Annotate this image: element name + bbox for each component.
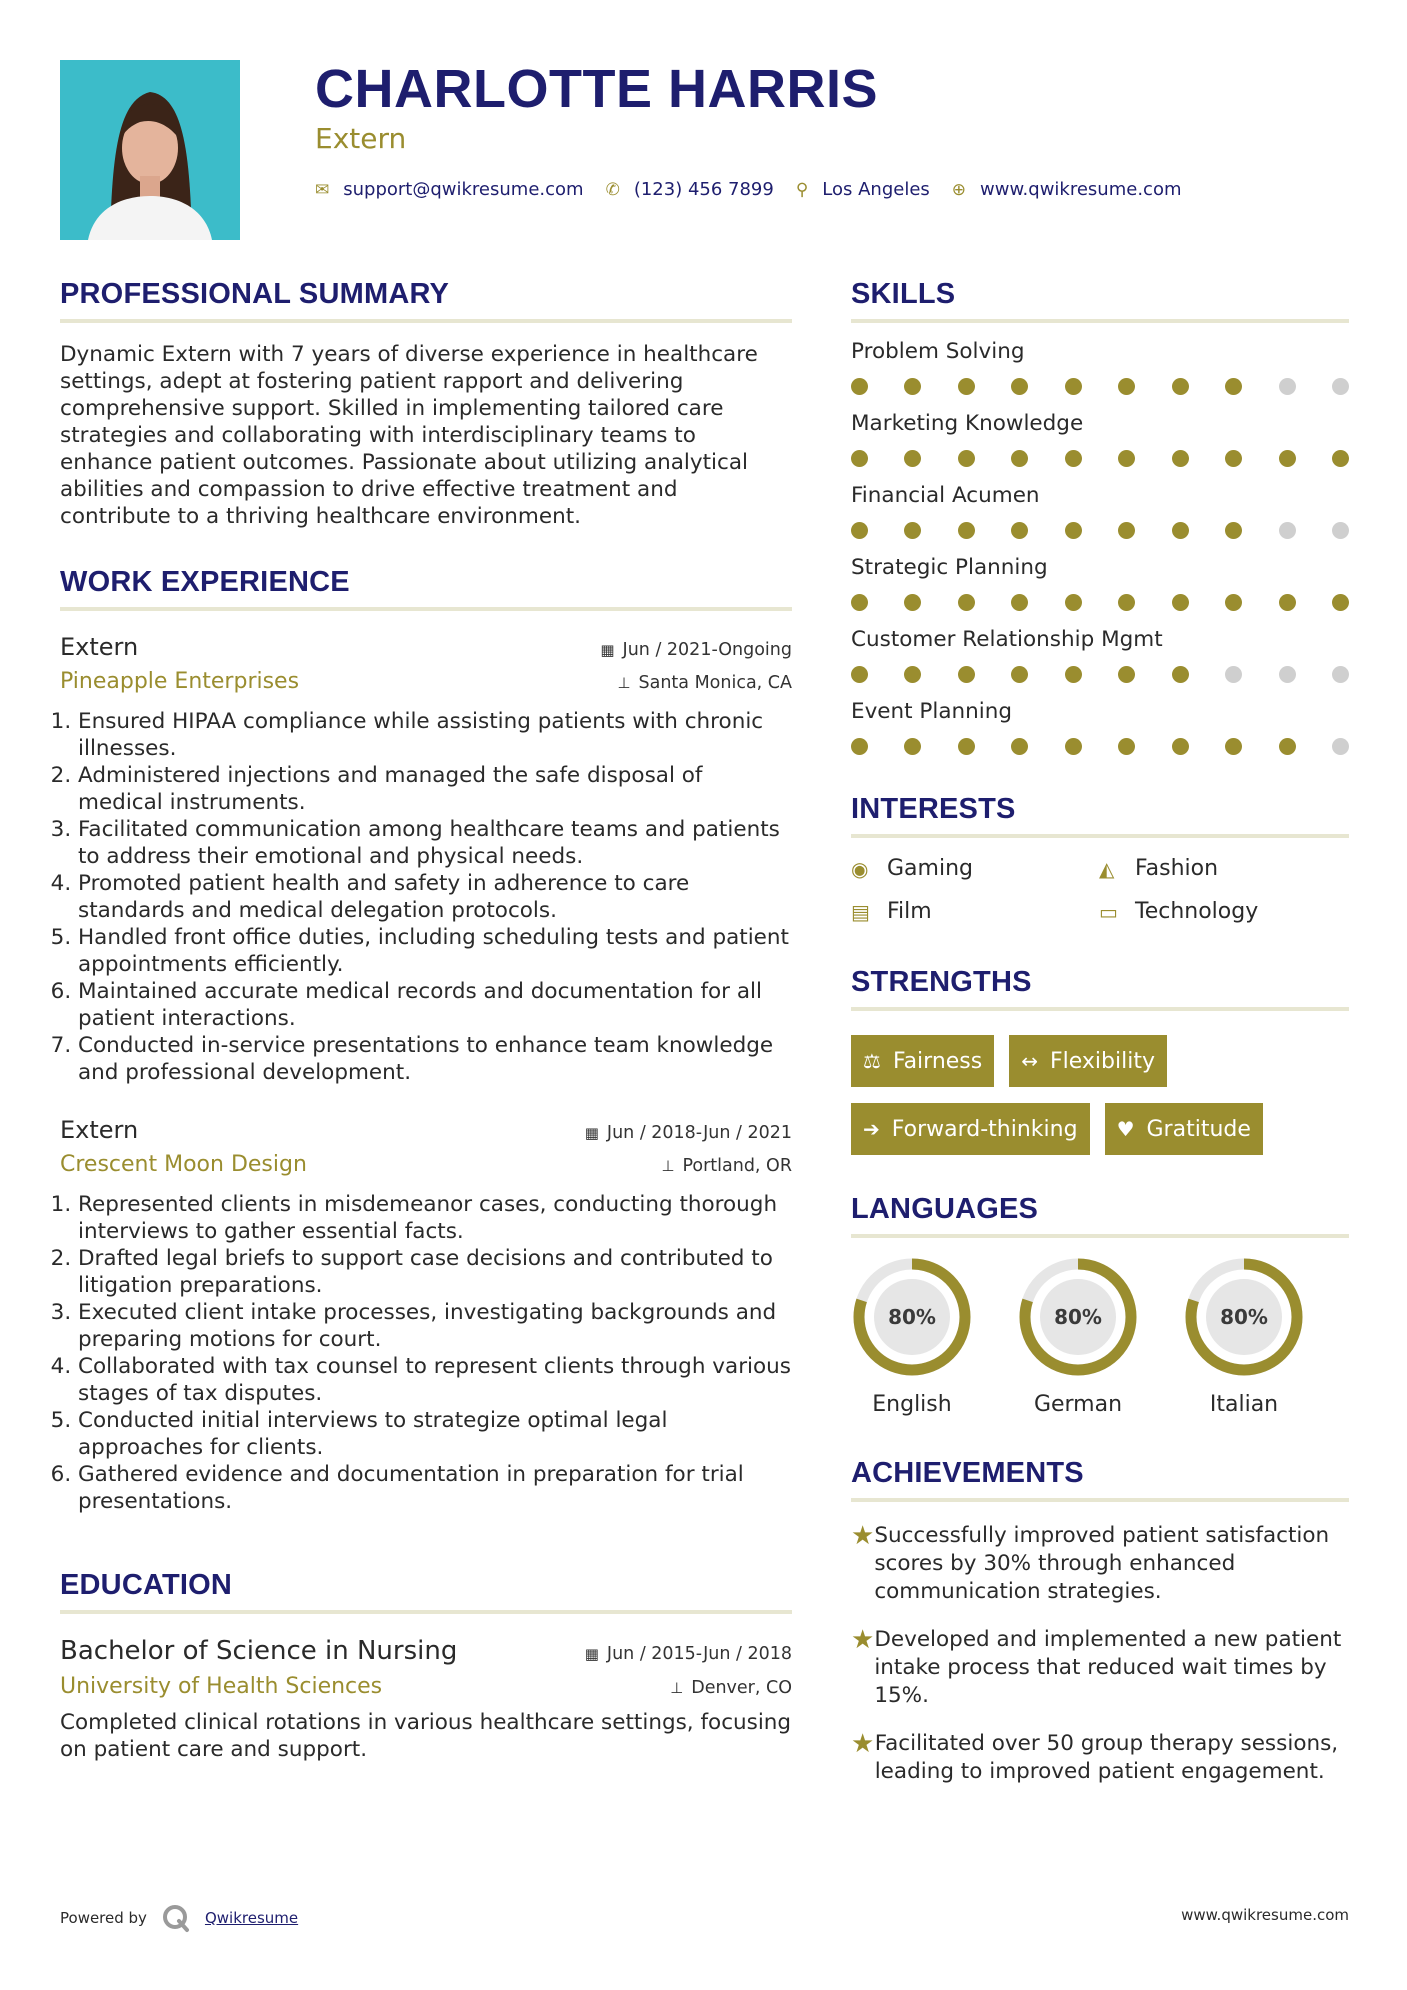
left-column	[60, 278, 792, 1763]
language-item	[1017, 1256, 1139, 1417]
section-divider	[851, 1234, 1349, 1238]
balance-scale-icon: ⚖	[863, 1049, 881, 1073]
rating-dot-filled	[904, 522, 921, 539]
skill-name: Strategic Planning	[851, 555, 1048, 580]
contact-phone[interactable]: (123) 456 7899	[633, 179, 774, 200]
rating-dot-empty	[1332, 378, 1349, 395]
summary-section	[60, 278, 792, 530]
rating-dot-filled	[1065, 666, 1082, 683]
interests-grid	[851, 856, 1349, 924]
rating-dot-filled	[851, 450, 868, 467]
rating-dot-filled	[958, 450, 975, 467]
list-item: 6. Gathered evidence and documentation in preparation for trial presentations.	[78, 1461, 792, 1515]
candidate-role: Extern	[315, 122, 407, 155]
job-entry	[60, 1116, 792, 1515]
rating-dot-filled	[1065, 522, 1082, 539]
school-name: University of Health Sciences	[60, 1674, 383, 1699]
strength-chip: ➔ Forward-thinking	[851, 1103, 1090, 1155]
interest-item: ▭ Technology	[1099, 899, 1259, 924]
right-column	[851, 278, 1349, 1786]
rating-dot-filled	[904, 594, 921, 611]
language-item	[1183, 1256, 1305, 1417]
rating-dot-filled	[1065, 378, 1082, 395]
skills-list	[851, 339, 1349, 755]
rating-dot-filled	[1172, 738, 1189, 755]
rating-dot-filled	[1332, 450, 1349, 467]
list-item: 3. Facilitated communication among healthcare teams and patients to address their emotional and physical needs.	[78, 816, 792, 870]
rating-dot-filled	[1279, 594, 1296, 611]
candidate-name: CHARLOTTE HARRIS	[315, 59, 878, 119]
section-title-languages: LANGUAGES	[851, 1193, 1039, 1225]
rating-dot-filled	[1225, 594, 1242, 611]
phone-icon: ✆	[605, 179, 620, 200]
achievement-item: ★ Developed and implemented a new patient intake process that reduced wait times by 15%.	[851, 1625, 1342, 1708]
section-divider	[60, 319, 792, 323]
skill-name: Marketing Knowledge	[851, 411, 1084, 436]
rating-dot-empty	[1279, 378, 1296, 395]
degree-title: Bachelor of Science in Nursing	[60, 1636, 458, 1666]
laptop-icon: ▭	[1099, 899, 1118, 924]
language-name: English	[872, 1392, 952, 1417]
skill-name: Problem Solving	[851, 339, 1025, 364]
language-item	[851, 1256, 973, 1417]
rating-dot-filled	[958, 522, 975, 539]
pushpin-icon: ⊥	[670, 1679, 684, 1697]
rating-dot-filled	[851, 594, 868, 611]
skill-name: Event Planning	[851, 699, 1013, 724]
rating-dot-filled	[1011, 450, 1028, 467]
profile-photo	[60, 60, 240, 240]
summary-text: Dynamic Extern with 7 years of diverse experience in healthcare settings, adept at fostering patient rapport and delivering comprehensive support. Skilled in implementing tailored care strategies and collaborating with interdisciplinary teams to enhance patient outcomes. Passionate about utilizing analytical abilities and compassion to drive effective treatment and contribute to a thriving healthcare environment.	[60, 342, 758, 529]
rating-dot-empty	[1279, 666, 1296, 683]
contact-location: Los Angeles	[822, 179, 930, 200]
rating-dot-filled	[904, 378, 921, 395]
rating-dot-filled	[1279, 450, 1296, 467]
rating-dot-filled	[1065, 594, 1082, 611]
interest-item: ◉ Gaming	[851, 856, 973, 881]
arrows-horizontal-icon: ↔	[1021, 1049, 1038, 1073]
skill-rating	[851, 738, 1349, 755]
skill-rating	[851, 594, 1349, 611]
rating-dot-empty	[1225, 666, 1242, 683]
rating-dot-filled	[958, 594, 975, 611]
strengths-section	[851, 966, 1349, 1155]
heart-icon: ♥	[1116, 1117, 1135, 1141]
rating-dot-filled	[958, 666, 975, 683]
rating-dot-filled	[1065, 450, 1082, 467]
section-divider	[60, 1610, 792, 1614]
star-icon: ★	[851, 1729, 875, 1759]
skill-row	[851, 339, 1349, 395]
rating-dot-filled	[1225, 522, 1242, 539]
rating-dot-filled	[851, 666, 868, 683]
rating-dot-filled	[1011, 666, 1028, 683]
list-item: 5. Conducted initial interviews to strategize optimal legal approaches for clients.	[78, 1407, 792, 1461]
section-title-skills: SKILLS	[851, 278, 956, 310]
education-entry	[60, 1636, 792, 1763]
list-item: 5. Handled front office duties, including scheduling tests and patient appointments efficiently.	[78, 924, 792, 978]
rating-dot-filled	[1011, 378, 1028, 395]
shopping-bag-icon: ◭	[1099, 856, 1115, 881]
rating-dot-filled	[1279, 738, 1296, 755]
rating-dot-empty	[1279, 522, 1296, 539]
job-date: ▦ Jun / 2018-Jun / 2021	[584, 1123, 792, 1143]
pushpin-icon: ⊥	[661, 1157, 675, 1175]
skill-row	[851, 411, 1349, 467]
rating-dot-filled	[1118, 594, 1135, 611]
achievements-section	[851, 1457, 1349, 1786]
rating-dot-empty	[1332, 666, 1349, 683]
language-percent: 80%	[888, 1305, 936, 1329]
job-company: Pineapple Enterprises	[60, 669, 300, 694]
education-section	[60, 1569, 792, 1763]
achievement-item: ★ Successfully improved patient satisfaction scores by 30% through enhanced communication strategies.	[851, 1521, 1330, 1604]
rating-dot-filled	[958, 378, 975, 395]
contact-bar	[315, 179, 1204, 200]
pushpin-icon: ⊥	[617, 674, 631, 692]
list-item: 3. Executed client intake processes, investigating backgrounds and preparing motions for court.	[78, 1299, 792, 1353]
rating-dot-filled	[1225, 450, 1242, 467]
rating-dot-filled	[1172, 666, 1189, 683]
rating-dot-filled	[1172, 594, 1189, 611]
rating-dot-filled	[1118, 738, 1135, 755]
rating-dot-filled	[958, 738, 975, 755]
contact-website[interactable]: www.qwikresume.com	[980, 179, 1182, 200]
language-ring	[1017, 1256, 1139, 1378]
footer-powered-by	[60, 1903, 298, 1933]
education-description: Completed clinical rotations in various healthcare settings, focusing on patient care and support.	[60, 1710, 792, 1762]
section-divider	[851, 1007, 1349, 1011]
rating-dot-filled	[904, 666, 921, 683]
rating-dot-filled	[1065, 738, 1082, 755]
job-company: Crescent Moon Design	[60, 1152, 307, 1177]
job-bullets	[60, 708, 792, 1086]
gamepad-icon: ◉	[851, 856, 869, 881]
job-title: Extern	[60, 633, 139, 661]
languages-list	[851, 1256, 1349, 1417]
rating-dot-filled	[1011, 738, 1028, 755]
education-date: ▦ Jun / 2015-Jun / 2018	[584, 1644, 792, 1664]
calendar-icon: ▦	[584, 1645, 599, 1663]
map-pin-icon: ⚲	[795, 179, 809, 200]
rating-dot-filled	[904, 450, 921, 467]
rating-dot-filled	[904, 738, 921, 755]
language-name: Italian	[1209, 1392, 1279, 1417]
rating-dot-filled	[1118, 522, 1135, 539]
job-bullets	[60, 1191, 792, 1515]
rating-dot-filled	[851, 738, 868, 755]
languages-section	[851, 1193, 1349, 1417]
rating-dot-filled	[1332, 594, 1349, 611]
interest-item: ▤ Film	[851, 899, 932, 924]
strength-chip: ↔ Flexibility	[1009, 1035, 1167, 1087]
skills-section	[851, 278, 1349, 755]
rating-dot-filled	[1172, 450, 1189, 467]
rating-dot-filled	[1118, 666, 1135, 683]
section-title-strengths: STRENGTHS	[851, 966, 1032, 998]
list-item: 6. Maintained accurate medical records and documentation for all patient interactions.	[78, 978, 792, 1032]
envelope-icon: ✉	[315, 179, 330, 200]
rating-dot-filled	[1172, 378, 1189, 395]
rating-dot-filled	[1118, 378, 1135, 395]
skill-row	[851, 699, 1349, 755]
strength-chip: ⚖ Fairness	[851, 1035, 994, 1087]
job-location: ⊥ Portland, OR	[661, 1156, 792, 1176]
education-location: ⊥ Denver, CO	[670, 1678, 792, 1698]
list-item: 1. Represented clients in misdemeanor cases, conducting thorough interviews to gather essential facts.	[78, 1191, 792, 1245]
section-title-work: WORK EXPERIENCE	[60, 566, 350, 598]
rating-dot-filled	[1172, 522, 1189, 539]
avatar	[60, 60, 240, 240]
language-name: German	[1033, 1392, 1123, 1417]
strength-chip: ♥ Gratitude	[1105, 1103, 1263, 1155]
job-entry	[60, 633, 792, 1086]
calendar-icon: ▦	[600, 641, 615, 659]
contact-email[interactable]: support@qwikresume.com	[343, 179, 584, 200]
star-icon: ★	[851, 1521, 875, 1551]
list-item: 4. Collaborated with tax counsel to represent clients through various stages of tax disputes.	[78, 1353, 792, 1407]
interest-item: ◭ Fashion	[1099, 856, 1219, 881]
skill-name: Customer Relationship Mgmt	[851, 627, 1163, 652]
section-divider	[851, 319, 1349, 323]
achievement-item: ★ Facilitated over 50 group therapy sessions, leading to improved patient engagement.	[851, 1729, 1339, 1784]
job-title: Extern	[60, 1116, 139, 1144]
star-icon: ★	[851, 1625, 875, 1655]
rating-dot-empty	[1332, 738, 1349, 755]
interests-section	[851, 793, 1349, 924]
language-percent: 80%	[1054, 1305, 1102, 1329]
language-ring	[1183, 1256, 1305, 1378]
section-divider	[60, 607, 792, 611]
rating-dot-filled	[1118, 450, 1135, 467]
list-item: 2. Administered injections and managed the safe disposal of medical instruments.	[78, 762, 792, 816]
section-divider	[851, 1498, 1349, 1502]
rating-dot-filled	[851, 522, 868, 539]
footer-url[interactable]: www.qwikresume.com	[1181, 1906, 1349, 1924]
strengths-list	[851, 1035, 1349, 1155]
list-item: 2. Drafted legal briefs to support case decisions and contributed to litigation preparations.	[78, 1245, 792, 1299]
qwikresume-logo-icon	[161, 1903, 191, 1933]
film-icon: ▤	[851, 899, 870, 924]
list-item: 1. Ensured HIPAA compliance while assisting patients with chronic illnesses.	[78, 708, 792, 762]
skill-rating	[851, 450, 1349, 467]
section-title-education: EDUCATION	[60, 1569, 233, 1601]
skill-row	[851, 483, 1349, 539]
skill-rating	[851, 666, 1349, 683]
section-title-achievements: ACHIEVEMENTS	[851, 1457, 1084, 1489]
arrow-right-icon: ➔	[863, 1117, 880, 1141]
section-title-interests: INTERESTS	[851, 793, 1016, 825]
rating-dot-filled	[851, 378, 868, 395]
powered-by-label: Powered by	[60, 1909, 147, 1927]
skill-row	[851, 627, 1349, 683]
skill-rating	[851, 378, 1349, 395]
language-percent: 80%	[1220, 1305, 1268, 1329]
rating-dot-filled	[1011, 594, 1028, 611]
rating-dot-empty	[1332, 522, 1349, 539]
work-section	[60, 566, 792, 1515]
section-title-summary: PROFESSIONAL SUMMARY	[60, 278, 450, 310]
calendar-icon: ▦	[584, 1124, 599, 1142]
section-divider	[851, 834, 1349, 838]
job-location: ⊥ Santa Monica, CA	[617, 673, 792, 693]
globe-icon: ⊕	[951, 179, 967, 200]
skill-name: Financial Acumen	[851, 483, 1040, 508]
language-ring	[851, 1256, 973, 1378]
rating-dot-filled	[1011, 522, 1028, 539]
job-date: ▦ Jun / 2021-Ongoing	[600, 640, 792, 660]
rating-dot-filled	[1225, 378, 1242, 395]
qwikresume-link[interactable]: Qwikresume	[204, 1909, 299, 1927]
list-item: 7. Conducted in-service presentations to enhance team knowledge and professional development.	[78, 1032, 792, 1086]
rating-dot-filled	[1225, 738, 1242, 755]
skill-row	[851, 555, 1349, 611]
list-item: 4. Promoted patient health and safety in adherence to care standards and medical delegation protocols.	[78, 870, 792, 924]
skill-rating	[851, 522, 1349, 539]
